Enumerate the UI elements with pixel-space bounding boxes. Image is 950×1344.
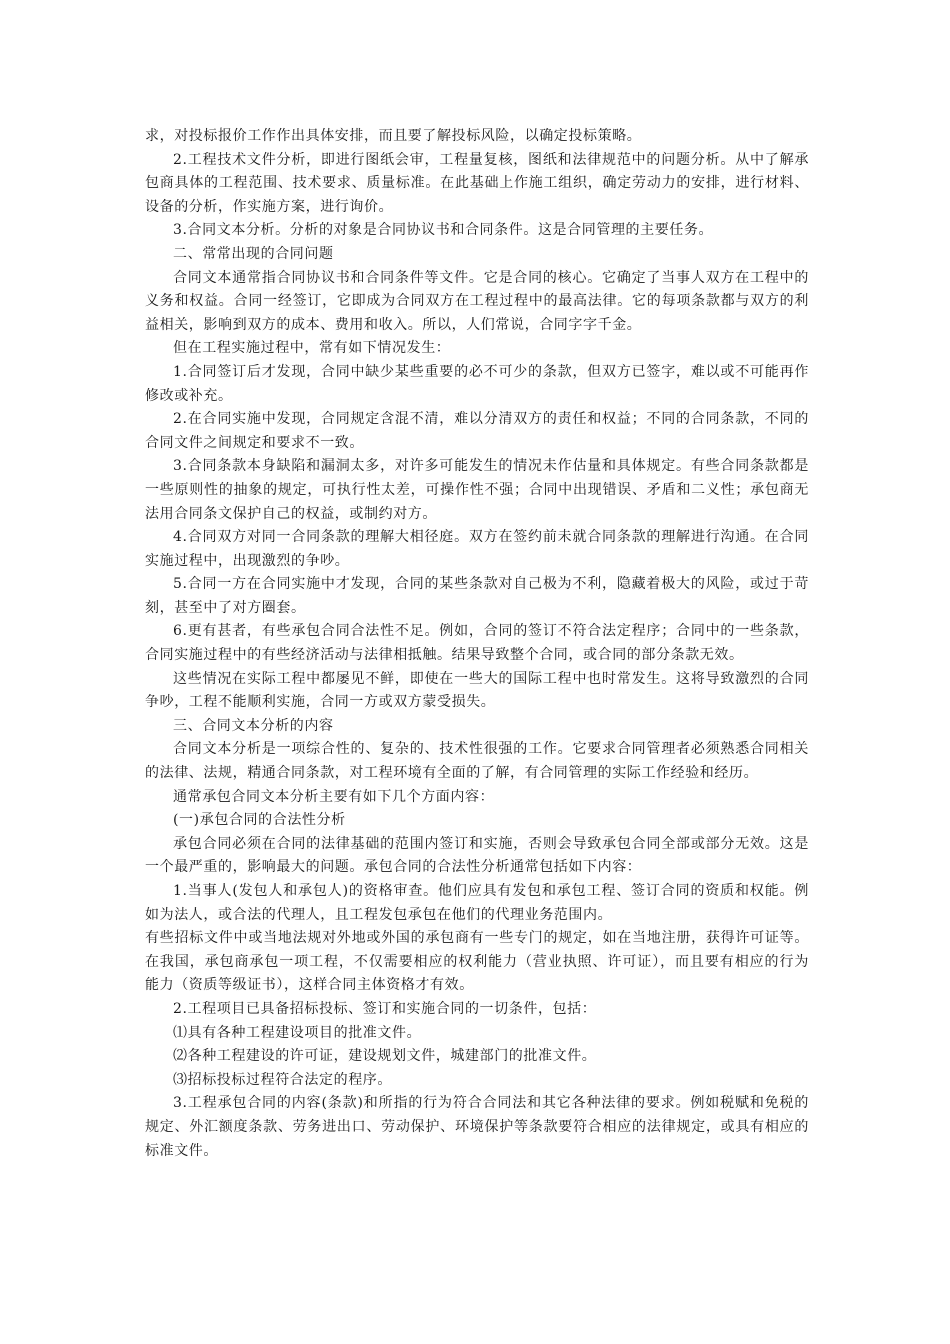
section-heading: 二、常常出现的合同问题 [173, 245, 334, 262]
subsection-heading: (一)承包合同的合法性分析 [173, 812, 346, 829]
paragraph: 合同文本分析是一项综合性的、复杂的、技术性很强的工作。它要求合同管理者必须熟悉合同相关的法律、法规，精通合同条款，对工程环境有全面的了解，有合同管理的实际工作经验和经历。 [145, 741, 809, 782]
list-item: ⑴具有各种工程建设项目的批准文件。 [173, 1024, 422, 1041]
paragraph: 3.合同文本分析。分析的对象是合同协议书和合同条件。这是合同管理的主要任务。 [173, 222, 714, 239]
paragraph: 2.工程项目已具备招标投标、签订和实施合同的一切条件，包括： [173, 1000, 597, 1017]
paragraph: 2.在合同实施中发现，合同规定含混不清，难以分清双方的责任和权益；不同的合同条款，不同的合同文件之间规定和要求不一致。 [145, 411, 809, 451]
paragraph: 4.合同双方对同一合同条款的理解大相径庭。双方在签约前未就合同条款的理解进行沟通。在合同实施过程中，出现激烈的争吵。 [145, 529, 809, 569]
paragraph: 但在工程实施过程中，常有如下情况发生： [173, 340, 451, 357]
paragraph: 2.工程技术文件分析，即进行图纸会审，工程量复核，图纸和法律规范中的问题分析。从中了解承包商具体的工程范围、技术要求、质量标准。在此基础上作施工组织，确定劳动力的安排，进行材料、设备的分析，作实施方案，进行询价。 [145, 151, 809, 215]
document-body [145, 125, 809, 1163]
paragraph: 5.合同一方在合同实施中才发现，合同的某些条款对自己极为不利，隐藏着极大的风险，或过于苛刻，甚至中了对方圈套。 [145, 576, 809, 616]
paragraph: 6.更有甚者，有些承包合同合法性不足。例如，合同的签订不符合法定程序；合同中的一些条款，合同实施过程中的有些经济活动与法律相抵触。结果导致整个合同，或合同的部分条款无效。 [145, 623, 809, 664]
list-item: ⑶招标投标过程符合法定的程序。 [173, 1071, 392, 1088]
paragraph: 求，对投标报价工作作出具体安排，而且要了解投标风险，以确定投标策略。 [145, 128, 642, 144]
paragraph: 有些招标文件中或当地法规对外地或外国的承包商有一些专门的规定，如在当地注册，获得许可证等。在我国，承包商承包一项工程，不仅需要相应的权利能力（营业执照、许可证），而且要有相应的行为能力（资质等级证书），这样合同主体资格才有效。 [145, 930, 809, 994]
paragraph: 承包合同必须在合同的法律基础的范围内签订和实施，否则会导致承包合同全部或部分无效。这是一个最严重的，影响最大的问题。承包合同的合法性分析通常包括如下内容： [145, 835, 809, 876]
paragraph: 3.合同条款本身缺陷和漏洞太多，对许多可能发生的情况未作估量和具体规定。有些合同条款都是一些原则性的抽象的规定，可执行性太差，可操作性不强；合同中出现错误、矛盾和二义性；承包商无法用合同条文保护自己的权益，或制约对方。 [145, 458, 809, 522]
list-item: ⑵各种工程建设的许可证，建设规划文件，城建部门的批准文件。 [173, 1048, 597, 1065]
paragraph: 通常承包合同文本分析主要有如下几个方面内容： [173, 788, 495, 805]
paragraph: 1.合同签订后才发现，合同中缺少某些重要的必不可少的条款，但双方已签字，难以或不可能再作修改或补充。 [145, 363, 809, 404]
section-heading: 三、合同文本分析的内容 [173, 717, 334, 734]
paragraph: 1.当事人(发包人和承包人)的资格审查。他们应具有发包和承包工程、签订合同的资质和权能。例如为法人，或合法的代理人，且工程发包承包在他们的代理业务范围内。 [145, 883, 809, 923]
paragraph: 合同文本通常指合同协议书和合同条件等文件。它是合同的核心。它确定了当事人双方在工程中的义务和权益。合同一经签订，它即成为合同双方在工程过程中的最高法律。它的每项条款都与双方的利益相关，影响到双方的成本、费用和收入。所以，人们常说，合同字字千金。 [145, 269, 809, 333]
paragraph: 这些情况在实际工程中都屡见不鲜，即使在一些大的国际工程中也时常发生。这将导致激烈的合同争吵，工程不能顺利实施，合同一方或双方蒙受损失。 [145, 670, 809, 711]
paragraph: 3.工程承包合同的内容(条款)和所指的行为符合合同法和其它各种法律的要求。例如税赋和免税的规定、外汇额度条款、劳务进出口、劳动保护、环境保护等条款要符合相应的法律规定，或具有相应的标准文件。 [145, 1095, 809, 1159]
